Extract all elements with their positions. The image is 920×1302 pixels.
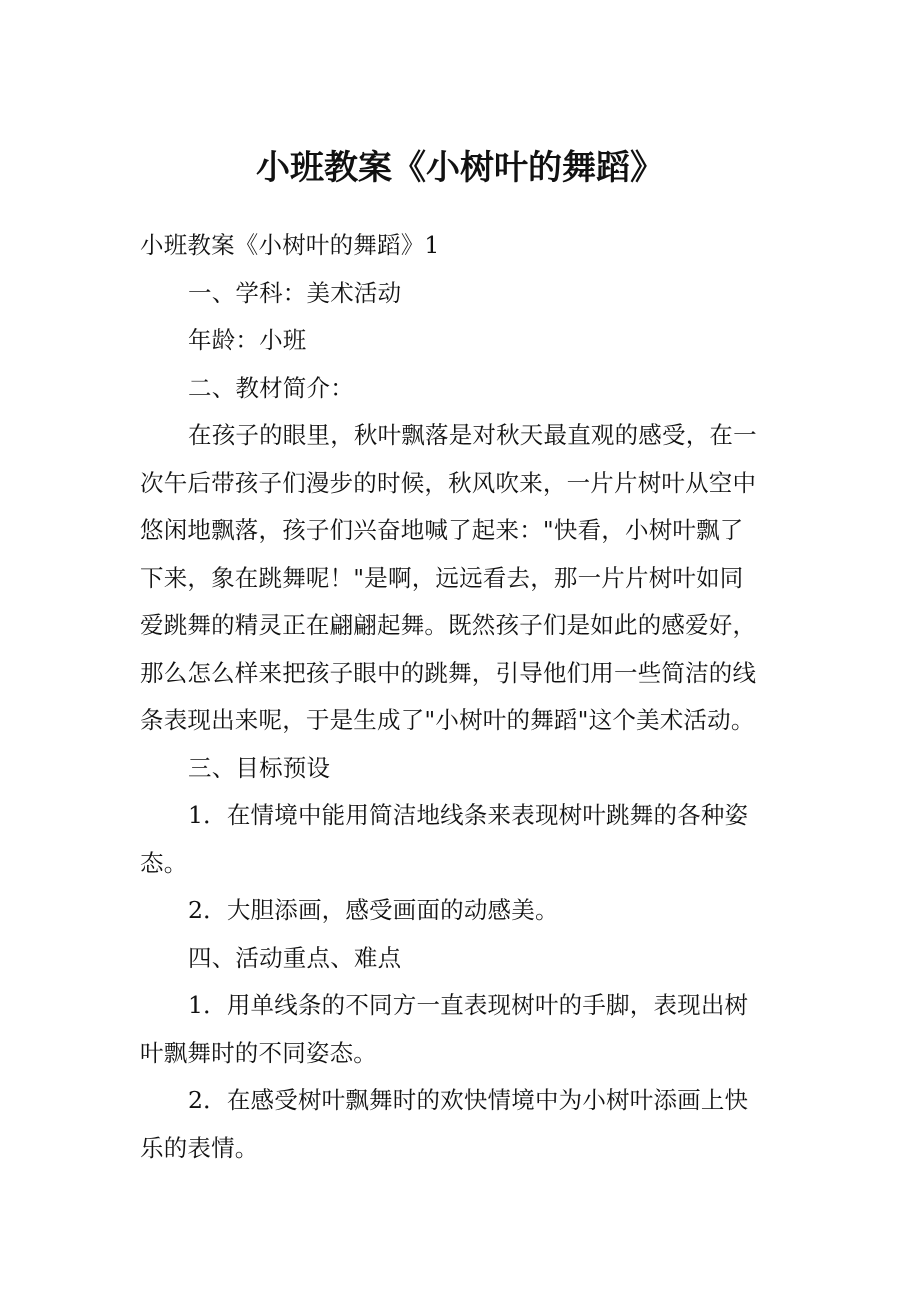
paragraph-goal-2 <box>140 887 788 935</box>
text-line: 悠闲地飘落，孩子们兴奋地喊了起来："快看，小树叶飘了 <box>140 516 744 544</box>
text-line: 那么怎么样来把孩子眼中的跳舞，引导他们用一些简洁的线 <box>140 658 757 687</box>
text-line: 二、教材简介： <box>188 373 354 402</box>
text-line: 叶飘舞时的不同姿态。 <box>140 1038 377 1067</box>
paragraph-key-points-heading <box>140 935 788 983</box>
text-line: 下来，象在跳舞呢！"是啊，远远看去，那一片片树叶如同 <box>140 563 744 592</box>
text-line: 1．用单线条的不同方一直表现树叶的手脚，表现出树 <box>188 991 749 1019</box>
text-line: 乐的表情。 <box>140 1133 259 1162</box>
text-line: 年龄：小班 <box>188 326 307 354</box>
document-title: 小班教案《小树叶的舞蹈》 <box>256 148 664 188</box>
text-line: 2．在感受树叶飘舞时的欢快情境中为小树叶添画上快 <box>188 1086 749 1114</box>
text-line: 态。 <box>140 848 188 877</box>
text-line: 2．大胆添画，感受画面的动感美。 <box>188 896 559 924</box>
text-line: 次午后带孩子们漫步的时候，秋风吹来，一片片树叶从空中 <box>140 468 757 497</box>
text-line: 一、学科：美术活动 <box>188 278 402 307</box>
paragraph-key-point-1 <box>140 982 788 1077</box>
text-line: 爱跳舞的精灵正在翩翩起舞。既然孩子们是如此的感爱好， <box>140 611 757 639</box>
paragraph-age <box>140 317 788 365</box>
paragraph-material-heading <box>140 365 788 413</box>
paragraph-subject <box>140 270 788 318</box>
document-body <box>140 222 788 1172</box>
paragraph-key-point-2 <box>140 1077 788 1172</box>
paragraph-material-intro <box>140 412 788 745</box>
paragraph-goal-1 <box>140 792 788 887</box>
paragraph-goals-heading <box>140 745 788 793</box>
text-line: 三、目标预设 <box>188 753 331 782</box>
text-line: 在孩子的眼里，秋叶飘落是对秋天最直观的感受，在一 <box>188 421 757 449</box>
text-line: 1．在情境中能用简洁地线条来表现树叶跳舞的各种姿 <box>188 801 749 829</box>
text-line: 四、活动重点、难点 <box>188 943 402 972</box>
text-line: 条表现出来呢，于是生成了"小树叶的舞蹈"这个美术活动。 <box>140 706 755 734</box>
section-subtitle: 小班教案《小树叶的舞蹈》1 <box>140 231 440 259</box>
